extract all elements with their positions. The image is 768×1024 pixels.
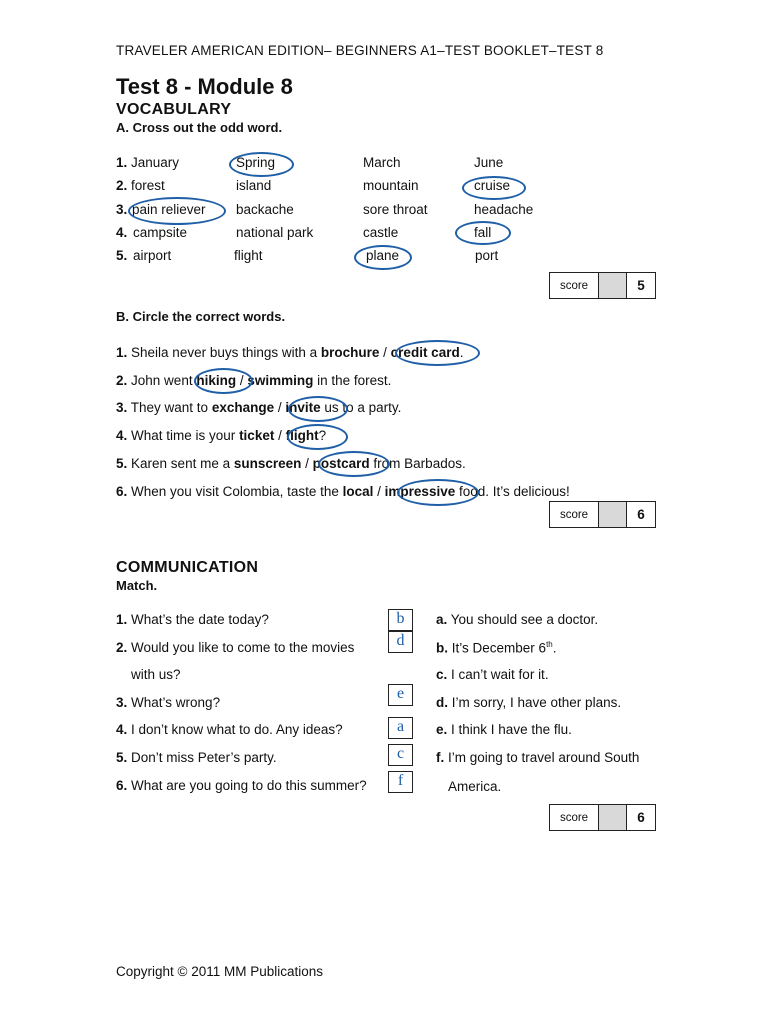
score-box-part-b xyxy=(549,501,656,528)
answer-circle xyxy=(128,197,226,225)
option-item: America. xyxy=(448,779,502,794)
list-item: 5. xyxy=(116,248,128,263)
list-item: 6. When you visit Colombia, taste the local / impressive food. It’s delicious! xyxy=(116,484,570,499)
answer-circle xyxy=(287,424,348,450)
list-item: 2. xyxy=(116,178,128,193)
question-item: 6. What are you going to do this summer? xyxy=(116,778,367,793)
page-title: Test 8 - Module 8 xyxy=(116,74,293,99)
booklet-header: TRAVELER AMERICAN EDITION– BEGINNERS A1–TEST BOOKLET–TEST 8 xyxy=(116,43,604,58)
word: June xyxy=(474,155,504,170)
list-item: 1. Sheila never buys things with a brochure / credit card. xyxy=(116,345,464,360)
word: Spring xyxy=(236,155,276,170)
answer-circle xyxy=(194,368,253,394)
score-value: 6 xyxy=(637,507,645,522)
answer-circle xyxy=(288,396,348,422)
score-blank xyxy=(599,273,627,298)
word: headache xyxy=(474,202,534,217)
question-item: 5. Don’t miss Peter’s party. xyxy=(116,750,277,765)
list-item: 5. Karen sent me a sunscreen / postcard from Barbados. xyxy=(116,456,466,471)
word: sore throat xyxy=(363,202,428,217)
list-item: 2. John went hiking / swimming in the forest. xyxy=(116,373,392,388)
question-item: 1. What’s the date today? xyxy=(116,612,269,627)
answer-box[interactable]: e xyxy=(388,684,413,706)
word: backache xyxy=(236,202,294,217)
word: airport xyxy=(133,248,172,263)
score-blank xyxy=(599,502,627,527)
answer-circle xyxy=(397,479,479,506)
word: March xyxy=(363,155,401,170)
answer-box[interactable]: b xyxy=(388,609,413,631)
option-item: d. I’m sorry, I have other plans. xyxy=(436,695,622,710)
list-item: 4. xyxy=(116,225,128,240)
word: fall xyxy=(474,225,492,240)
part-a-instruction: A. Cross out the odd word. xyxy=(116,120,283,135)
score-label: score xyxy=(550,502,599,527)
score-label: score xyxy=(550,805,599,830)
answer-box[interactable]: c xyxy=(388,744,413,766)
score-box-communication xyxy=(549,804,656,831)
score-value: 5 xyxy=(637,278,645,293)
score-value: 6 xyxy=(637,810,645,825)
word: national park xyxy=(236,225,314,240)
word: island xyxy=(236,178,272,193)
option-item: e. I think I have the flu. xyxy=(436,722,572,737)
word: cruise xyxy=(474,178,511,193)
score-label: score xyxy=(550,273,599,298)
score-blank xyxy=(599,805,627,830)
word: castle xyxy=(363,225,399,240)
question-item: 3. What’s wrong? xyxy=(116,695,221,710)
vocabulary-heading: VOCABULARY xyxy=(116,101,232,118)
word: forest xyxy=(131,178,165,193)
answer-box[interactable]: f xyxy=(388,771,413,793)
word: flight xyxy=(234,248,263,263)
word: port xyxy=(475,248,499,263)
answer-box[interactable]: d xyxy=(388,631,413,653)
option-item: b. It’s December 6th. xyxy=(436,640,557,656)
answer-circle xyxy=(455,221,511,245)
answer-circle xyxy=(318,451,390,477)
word: plane xyxy=(366,248,400,263)
question-item: with us? xyxy=(131,667,181,682)
answer-circle xyxy=(462,176,526,200)
question-item: 2. Would you like to come to the movies xyxy=(116,640,355,655)
list-item: 3. They want to exchange / invite us to a party. xyxy=(116,400,402,415)
word: campsite xyxy=(133,225,188,240)
option-item: a. You should see a doctor. xyxy=(436,612,599,627)
list-item: 4. What time is your ticket / flight? xyxy=(116,428,327,443)
list-item: 1. xyxy=(116,155,128,170)
part-b-instruction: B. Circle the correct words. xyxy=(116,309,286,324)
answer-circle xyxy=(229,152,294,177)
option-item: c. I can’t wait for it. xyxy=(436,667,549,682)
communication-heading: COMMUNICATION xyxy=(116,559,259,576)
copyright-footer: Copyright © 2011 MM Publications xyxy=(116,964,324,979)
list-item: 3. xyxy=(116,202,128,217)
word: pain reliever xyxy=(132,202,206,217)
question-item: 4. I don’t know what to do. Any ideas? xyxy=(116,722,343,737)
option-item: f. I’m going to travel around South xyxy=(436,750,640,765)
word: mountain xyxy=(363,178,419,193)
answer-circle xyxy=(395,340,480,366)
word: January xyxy=(131,155,180,170)
match-instruction: Match. xyxy=(116,578,158,593)
score-box-part-a xyxy=(549,272,656,299)
answer-box[interactable]: a xyxy=(388,717,413,739)
answer-circle xyxy=(354,245,412,270)
